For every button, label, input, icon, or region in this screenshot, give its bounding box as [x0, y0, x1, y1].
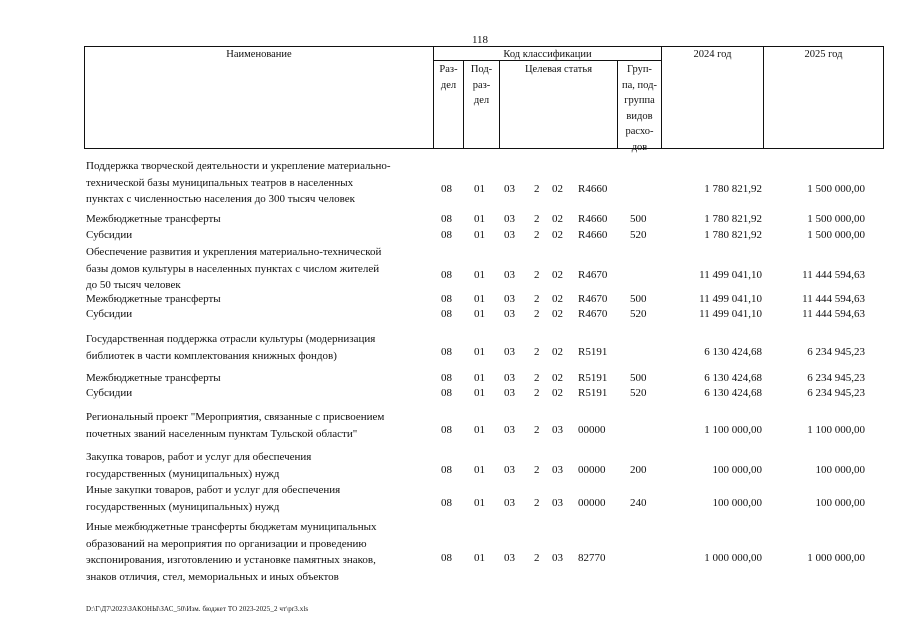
row-code-t1: 03: [504, 552, 515, 564]
row-code-t2: 2: [534, 183, 540, 195]
row-amount-2024: 1 100 000,00: [704, 424, 762, 436]
row-name-line: библиотек в части комплектования книжных фондов): [86, 349, 337, 362]
row-code-t2: 2: [534, 346, 540, 358]
row-amount-2025: 6 234 945,23: [807, 372, 865, 384]
row-code-t1: 03: [504, 372, 515, 384]
row-amount-2024: 6 130 424,68: [704, 387, 762, 399]
row-code-razdel: 08: [441, 183, 452, 195]
row-code-vid: 500: [630, 372, 647, 384]
header-year-2025: 2025 год: [804, 49, 843, 60]
row-amount-2025: 100 000,00: [815, 464, 865, 476]
row-code-vid: 520: [630, 229, 647, 241]
header-classification-code: Код классификации: [503, 49, 592, 60]
row-name-line: Субсидии: [86, 308, 133, 320]
row-amount-2025: 1 500 000,00: [807, 213, 865, 225]
row-code-podrazdel: 01: [474, 183, 485, 195]
header-target-article: Целевая статья: [524, 64, 593, 75]
row-code-t1: 03: [504, 269, 515, 281]
header-vid-group: Груп- па, под- группа видов расхо- дов: [622, 64, 657, 153]
row-code-t4: R4670: [578, 293, 608, 305]
row-code-t1: 03: [504, 497, 515, 509]
row-amount-2024: 11 499 041,10: [699, 293, 762, 305]
row-code-t1: 03: [504, 308, 515, 320]
row-amount-2024: 11 499 041,10: [699, 269, 762, 281]
row-code-t3: 02: [552, 293, 563, 305]
row-name-line: Иные закупки товаров, работ и услуг для обеспечения: [86, 484, 341, 496]
row-code-t4: R5191: [578, 372, 608, 384]
row-code-vid: 520: [630, 387, 647, 399]
row-code-razdel: 08: [441, 293, 452, 305]
row-code-t2: 2: [534, 424, 540, 436]
row-code-t2: 2: [534, 308, 540, 320]
row-code-razdel: 08: [441, 552, 452, 564]
row-name-line: государственных (муниципальных) нужд: [86, 500, 280, 513]
row-code-t1: 03: [504, 293, 515, 305]
row-code-t1: 03: [504, 387, 515, 399]
row-code-t3: 02: [552, 387, 563, 399]
row-name-line: Закупка товаров, работ и услуг для обеспечения: [86, 451, 312, 463]
row-name-line: базы домов культуры в населенных пунктах с числом жителей: [86, 262, 380, 275]
row-code-podrazdel: 01: [474, 552, 485, 564]
row-code-razdel: 08: [441, 229, 452, 241]
row-amount-2024: 6 130 424,68: [704, 346, 762, 358]
row-name-line: Иные межбюджетные трансферты бюджетам муниципальных: [86, 521, 377, 533]
row-name: [86, 211, 436, 228]
row-code-vid: 500: [630, 213, 647, 225]
row-code-t4: R4670: [578, 269, 608, 281]
row-code-t4: R5191: [578, 387, 608, 399]
row-code-t4: 00000: [578, 464, 606, 476]
row-code-podrazdel: 01: [474, 424, 485, 436]
row-code-t2: 2: [534, 213, 540, 225]
row-code-t3: 03: [552, 424, 563, 436]
row-name-line: Межбюджетные трансферты: [86, 372, 221, 384]
row-name: [86, 158, 436, 208]
row-code-t3: 02: [552, 308, 563, 320]
header-razdel: Раз- дел: [439, 64, 458, 91]
row-code-t2: 2: [534, 497, 540, 509]
row-name-line: Государственная поддержка отрасли культуры (модернизация: [86, 333, 376, 345]
row-amount-2025: 1 500 000,00: [807, 229, 865, 241]
row-amount-2024: 1 780 821,92: [704, 229, 762, 241]
row-code-t4: 82770: [578, 552, 606, 564]
page-number: 118: [471, 34, 489, 46]
row-amount-2024: 100 000,00: [712, 464, 762, 476]
row-code-razdel: 08: [441, 308, 452, 320]
row-name: [86, 385, 436, 402]
row-code-t3: 02: [552, 213, 563, 225]
row-name-line: до 50 тысяч человек: [86, 279, 181, 291]
row-code-t1: 03: [504, 346, 515, 358]
row-code-t1: 03: [504, 229, 515, 241]
row-code-podrazdel: 01: [474, 387, 485, 399]
row-amount-2024: 11 499 041,10: [699, 308, 762, 320]
row-code-t3: 03: [552, 497, 563, 509]
row-code-t4: R4660: [578, 229, 608, 241]
row-amount-2024: 1 780 821,92: [704, 183, 762, 195]
row-name-line: знаков отличия, стел, мемориальных и иных объектов: [86, 570, 339, 583]
row-code-t3: 02: [552, 269, 563, 281]
row-code-vid: 500: [630, 293, 647, 305]
row-name: [86, 409, 436, 442]
row-code-t3: 03: [552, 464, 563, 476]
row-amount-2025: 100 000,00: [815, 497, 865, 509]
row-name-line: Межбюджетные трансферты: [86, 213, 221, 225]
row-name: [86, 519, 436, 585]
row-name: [86, 306, 436, 323]
row-code-vid: 520: [630, 308, 647, 320]
row-code-razdel: 08: [441, 346, 452, 358]
row-amount-2025: 11 444 594,63: [802, 308, 865, 320]
row-name-line: почетных званий населенным пунктам Тульской области": [86, 427, 358, 440]
header-year-2024: 2024 год: [693, 49, 732, 60]
row-name-line: Субсидии: [86, 229, 133, 241]
row-code-t1: 03: [504, 213, 515, 225]
row-code-t1: 03: [504, 424, 515, 436]
row-name: [86, 244, 436, 294]
row-code-razdel: 08: [441, 269, 452, 281]
row-code-razdel: 08: [441, 497, 452, 509]
row-code-t2: 2: [534, 269, 540, 281]
row-amount-2025: 6 234 945,23: [807, 346, 865, 358]
header-name: Наименование: [226, 49, 292, 60]
row-code-razdel: 08: [441, 464, 452, 476]
row-name-line: Обеспечение развития и укрепления материально-технической: [86, 246, 382, 258]
row-amount-2025: 1 100 000,00: [807, 424, 865, 436]
row-amount-2024: 1 780 821,92: [704, 213, 762, 225]
row-code-t2: 2: [534, 293, 540, 305]
row-code-t3: 02: [552, 346, 563, 358]
row-name: [86, 449, 436, 482]
row-code-t2: 2: [534, 229, 540, 241]
row-code-razdel: 08: [441, 424, 452, 436]
row-code-vid: 240: [630, 497, 647, 509]
row-code-podrazdel: 01: [474, 497, 485, 509]
row-amount-2024: 100 000,00: [712, 497, 762, 509]
row-code-podrazdel: 01: [474, 229, 485, 241]
row-code-t3: 03: [552, 552, 563, 564]
row-code-t2: 2: [534, 464, 540, 476]
row-amount-2025: 6 234 945,23: [807, 387, 865, 399]
row-code-t2: 2: [534, 552, 540, 564]
row-code-podrazdel: 01: [474, 308, 485, 320]
row-name-line: Межбюджетные трансферты: [86, 293, 221, 305]
row-code-razdel: 08: [441, 213, 452, 225]
row-code-t3: 02: [552, 229, 563, 241]
row-name-line: пунктах с численностью населения до 300 тысяч человек: [86, 193, 355, 205]
row-code-t3: 02: [552, 183, 563, 195]
row-amount-2025: 1 000 000,00: [807, 552, 865, 564]
row-amount-2025: 11 444 594,63: [802, 293, 865, 305]
row-code-podrazdel: 01: [474, 372, 485, 384]
row-code-podrazdel: 01: [474, 464, 485, 476]
row-amount-2024: 1 000 000,00: [704, 552, 762, 564]
row-code-t4: R5191: [578, 346, 608, 358]
row-code-t1: 03: [504, 464, 515, 476]
row-code-podrazdel: 01: [474, 293, 485, 305]
row-name-line: Субсидии: [86, 387, 133, 399]
row-code-vid: 200: [630, 464, 647, 476]
row-code-t4: R4660: [578, 213, 608, 225]
row-code-razdel: 08: [441, 372, 452, 384]
header-podrazdel: Под- раз- дел: [470, 64, 493, 106]
row-amount-2025: 11 444 594,63: [802, 269, 865, 281]
row-name: [86, 331, 436, 364]
row-name-line: Поддержка творческой деятельности и укрепление материально-: [86, 160, 391, 172]
row-amount-2025: 1 500 000,00: [807, 183, 865, 195]
row-code-razdel: 08: [441, 387, 452, 399]
row-name-line: технической базы муниципальных театров в населенных: [86, 176, 354, 189]
row-name: [86, 482, 436, 515]
row-code-t2: 2: [534, 372, 540, 384]
row-code-t2: 2: [534, 387, 540, 399]
row-code-t3: 02: [552, 372, 563, 384]
row-name-line: экспонирования, изготовлению и установке памятных знаков,: [86, 554, 376, 566]
row-code-t1: 03: [504, 183, 515, 195]
row-code-t4: R4660: [578, 183, 608, 195]
row-name-line: государственных (муниципальных) нужд: [86, 467, 280, 480]
row-name: [86, 227, 436, 244]
row-code-t4: 00000: [578, 424, 606, 436]
row-amount-2024: 6 130 424,68: [704, 372, 762, 384]
row-code-t4: R4670: [578, 308, 608, 320]
row-code-podrazdel: 01: [474, 213, 485, 225]
row-name-line: Региональный проект "Мероприятия, связанные с присвоением: [86, 411, 385, 423]
row-code-podrazdel: 01: [474, 269, 485, 281]
row-code-podrazdel: 01: [474, 346, 485, 358]
footer-file-path: D:\Г\Д7\2023\ЗАКОНЫ\ЗАС_50\Изм. бюджет ТО 2023-2025_2 чт\pr3.xls: [86, 605, 309, 613]
row-code-t4: 00000: [578, 497, 606, 509]
row-name-line: образований на мероприятия по организации и проведению: [86, 537, 367, 550]
